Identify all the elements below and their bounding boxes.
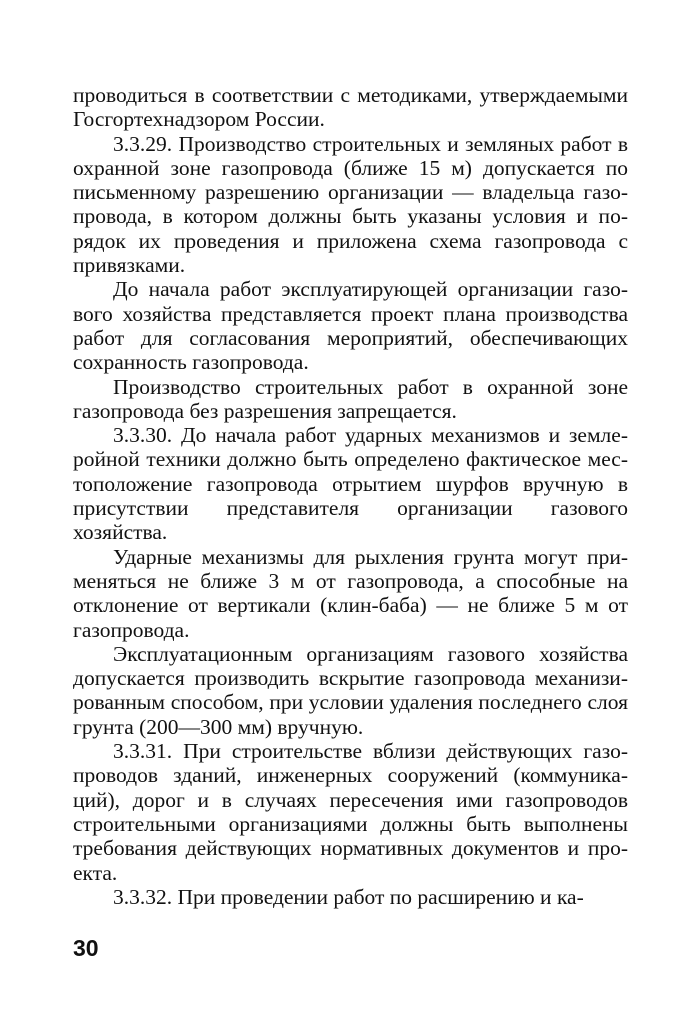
paragraph-3-3-31: 3.3.31. При строительстве вблизи действующих газопроводов зданий, инженерных сооружений (коммуникаций), дорог и в случаях пересечения ими газопроводов строительными организациями должны быть выполнены требования действующих нормативных документов и проекта.: [73, 739, 628, 885]
paragraph-3-3-30: 3.3.30. До начала работ ударных механизмов и землеройной техники должно быть определено фактическое местоположение газопровода отрытием шурфов вручную в присутствии представителя организации газового хозяйства.: [73, 423, 628, 545]
paragraph-3-3-29: 3.3.29. Производство строительных и земляных работ в охранной зоне газопровода (ближе 15 м) допускается по письменному разрешению организации — владельца газопровода, в котором должны быть указаны условия и порядок их проведения и приложена схема газопровода с привязками.: [73, 131, 628, 278]
page-number: 30: [73, 935, 99, 961]
body-text: [73, 83, 628, 909]
paragraph-project-plan: До начала работ эксплуатирующей организации газового хозяйства представляется проект плана производства работ для согласования мероприятий, обеспечивающих сохранность газопровода.: [73, 277, 628, 375]
paragraph-3-3-32: 3.3.32. При проведении работ по расширению и ка-: [113, 884, 584, 909]
paragraph-continuation: проводиться в соответствии с методиками, утверждаемыми Госгортехнадзором России.: [73, 83, 628, 132]
paragraph-mechanized-opening: Эксплуатационным организациям газового хозяйства допускается производить вскрытие газопровода механизированным способом, при условии удаления последнего слоя грунта (200—300 мм) вручную.: [73, 641, 628, 739]
paragraph-impact-mechanisms: Ударные механизмы для рыхления грунта могут применяться не ближе 3 м от газопровода, а способные на отклонение от вертикали (клин-баба) — не ближе 5 м от газопровода.: [73, 544, 628, 642]
paragraph-prohibition: Производство строительных работ в охранной зоне газопровода без разрешения запрещается.: [73, 374, 628, 423]
